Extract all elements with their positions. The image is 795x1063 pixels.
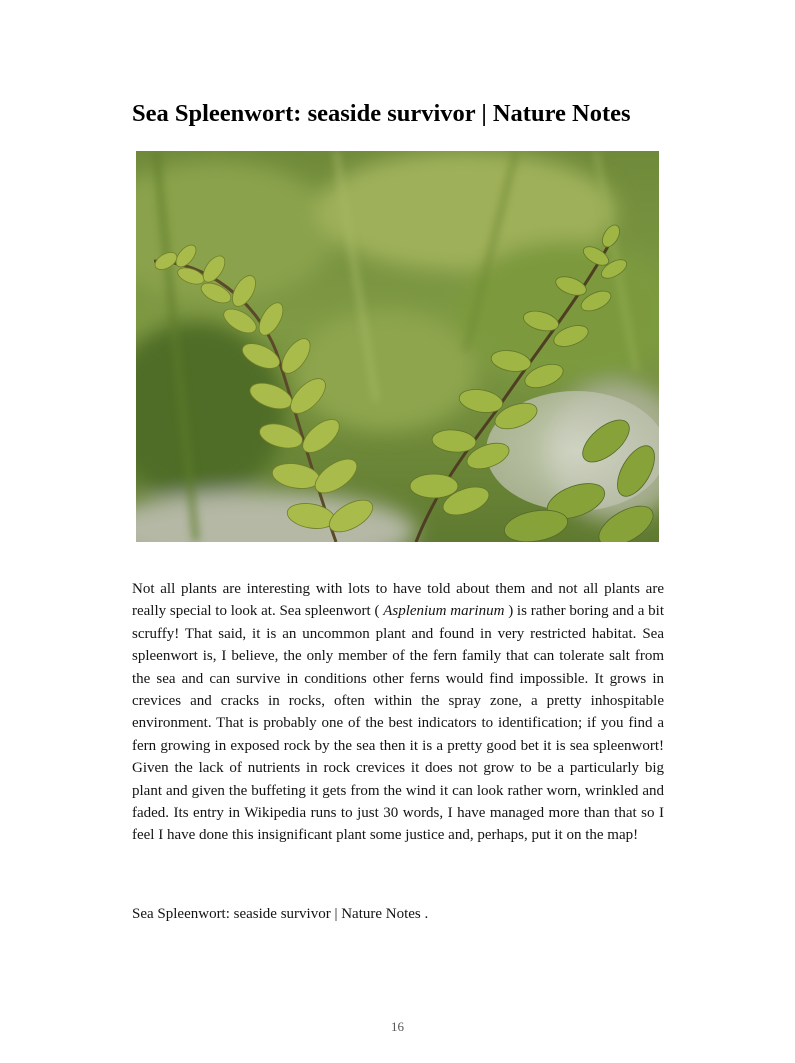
page-number: 16 (391, 1019, 404, 1034)
fern-photo-icon (136, 151, 659, 542)
article-text-after-name: ) is rather boring and a bit scruffy! That said, it is an uncommon plant and found in very restricted habitat. Sea spleenwort is, I believe, the only member of the fern family that can tolerate salt from the sea and can survive in conditions other ferns would find impossible. It grows in crevices and cracks in rocks, often within the spray zone, a pretty inhospitable environment. That is probably one of the best indicators to identification; if you find a fern growing in exposed rock by the sea then it is a pretty good bet it is sea spleenwort! Given the lack of nutrients in rock crevices it does not grow to be a particularly big plant and given the buffeting it gets from the wind it can look rather worn, wrinkled and faded. Its entry in Wikipedia runs to just 30 words, I have managed more than that so I feel I have done this insignificant plant some justice and, perhaps, put it on the map! (132, 603, 664, 844)
article-text-before-name: Not all plants are interesting with lots to have told about them and not all plants are really special to look at. Sea spleenwort ( (132, 581, 664, 620)
fern-photo (136, 151, 659, 542)
scientific-name: Asplenium marinum (383, 603, 505, 620)
page-title: Sea Spleenwort: seaside survivor | Nature Notes (132, 100, 631, 127)
article-body (132, 578, 664, 847)
source-line: Sea Spleenwort: seaside survivor | Nature Notes . (132, 906, 429, 922)
